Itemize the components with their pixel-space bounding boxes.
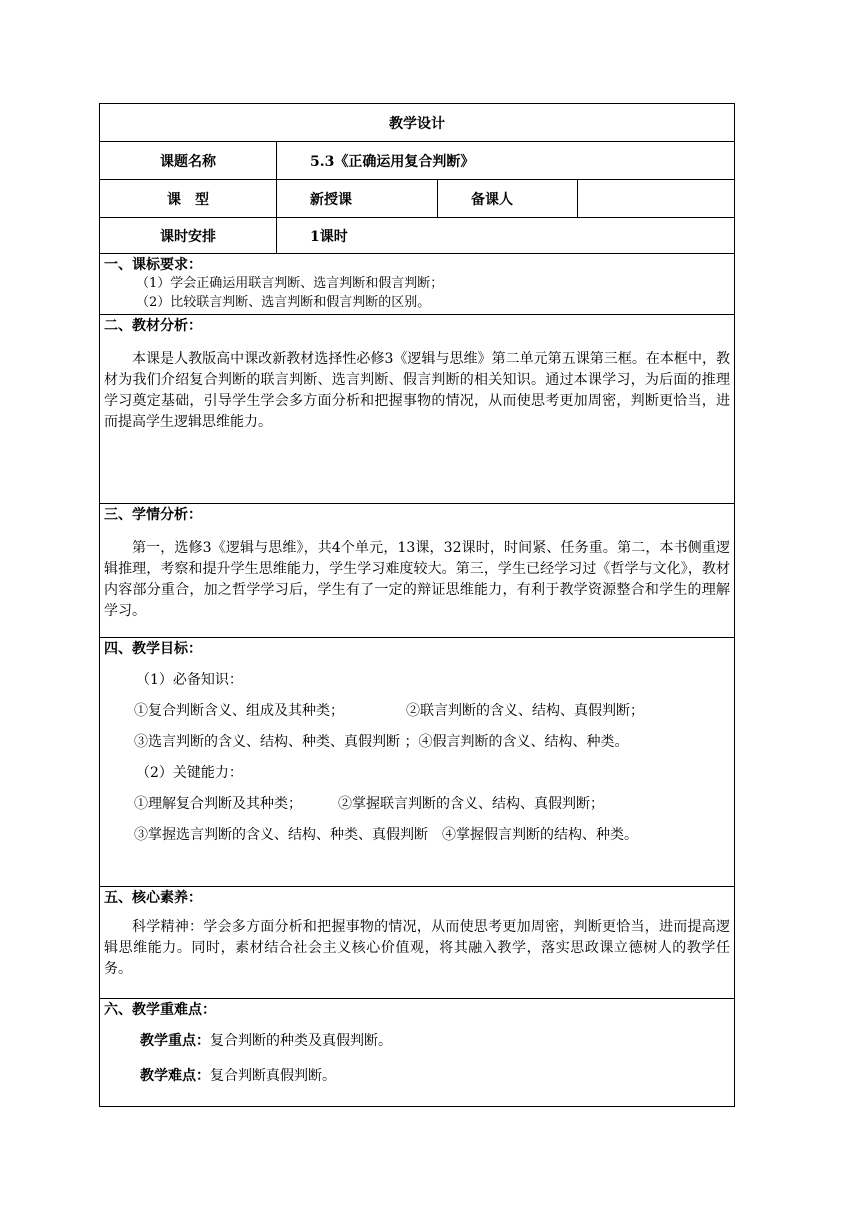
preparer-label: 备课人 xyxy=(437,180,577,217)
table-title: 教学设计 xyxy=(100,104,734,142)
knowledge-line xyxy=(104,701,730,722)
knowledge-title: （1）必备知识： xyxy=(136,672,243,688)
section-textbook xyxy=(100,315,734,504)
section-title: 四、教学目标： xyxy=(104,641,202,657)
knowledge-item: ②联言判断的含义、结构、真假判断； xyxy=(406,703,644,719)
difficulty-line xyxy=(104,1066,730,1087)
type-label: 课 型 xyxy=(167,191,209,208)
topic-row xyxy=(100,142,734,180)
hours-row xyxy=(100,218,734,254)
ability-title: （2）关键能力： xyxy=(136,765,243,781)
hours-label: 课时安排 xyxy=(160,228,216,245)
section-competencies xyxy=(100,887,734,999)
key-point-text: 复合判断的种类及真假判断。 xyxy=(210,1033,392,1049)
ability-item: ②掌握联言判断的含义、结构、真假判断； xyxy=(338,796,604,812)
section-title: 三、学情分析： xyxy=(104,507,202,523)
ability-line xyxy=(104,794,730,815)
section-title: 二、教材分析： xyxy=(104,318,202,334)
section-title: 五、核心素养： xyxy=(104,890,202,906)
key-point-line xyxy=(104,1031,730,1052)
knowledge-line: ③选言判断的含义、结构、种类、真假判断 ；④假言判断的含义、结构、种类。 xyxy=(134,734,629,750)
topic-label: 课题名称 xyxy=(160,153,216,170)
section-learners xyxy=(100,504,734,638)
hours-value: 1课时 xyxy=(276,218,734,253)
section-title: 一、课标要求： xyxy=(104,257,202,273)
ability-item: ①理解复合判断及其种类； xyxy=(134,796,302,812)
section-objectives xyxy=(100,638,734,887)
preparer-value xyxy=(577,180,734,217)
standard-line: （2）比较联言判断、选言判断和假言判断的区别。 xyxy=(136,295,431,310)
difficulty-text: 复合判断真假判断。 xyxy=(210,1068,336,1084)
difficulty-label: 教学难点： xyxy=(140,1068,210,1084)
ability-line: ③掌握选言判断的含义、结构、种类、真假判断 ④掌握假言判断的结构、种类。 xyxy=(134,827,638,843)
topic-value: 5.3《正确运用复合判断》 xyxy=(276,142,734,179)
lesson-plan-table xyxy=(99,103,735,1107)
section-title: 六、教学重难点： xyxy=(104,1002,216,1018)
key-point-label: 教学重点： xyxy=(140,1033,210,1049)
section-paragraph: 科学精神：学会多方面分析和把握事物的情况，从而使思考更加周密，判断更恰当，进而提高逻辑思维能力。同时，素材结合社会主义核心价值观，将其融入教学，落实思政课立德树人的教学任务。 xyxy=(104,919,730,977)
section-paragraph: 第一，选修3《逻辑与思维》，共4个单元，13课，32课时，时间紧、任务重。第二，本书侧重逻辑推理，考察和提升学生思维能力，学生学习难度较大。第三，学生已经学习过《哲学与文化》，教材内容部分重合，加之哲学学习后，学生有了一定的辩证思维能力，有利于教学资源整合和学生的理解学习。 xyxy=(104,540,730,619)
type-row xyxy=(100,180,734,218)
type-value: 新授课 xyxy=(276,180,437,217)
section-key-points xyxy=(100,999,734,1106)
section-paragraph: 本课是人教版高中课改新教材选择性必修3《逻辑与思维》第二单元第五课第三框。在本框中，教材为我们介绍复合判断的联言判断、选言判断、假言判断的相关知识。通过本课学习，为后面的推理学习奠定基础，引导学生学会多方面分析和把握事物的情况，从而使思考更加周密，判断更恰当，进而提高学生逻辑思维能力。 xyxy=(104,351,730,430)
standard-line: （1）学会正确运用联言判断、选言判断和假言判断； xyxy=(136,276,444,291)
section-standards xyxy=(100,254,734,315)
knowledge-item: ①复合判断含义、组成及其种类； xyxy=(134,703,344,719)
